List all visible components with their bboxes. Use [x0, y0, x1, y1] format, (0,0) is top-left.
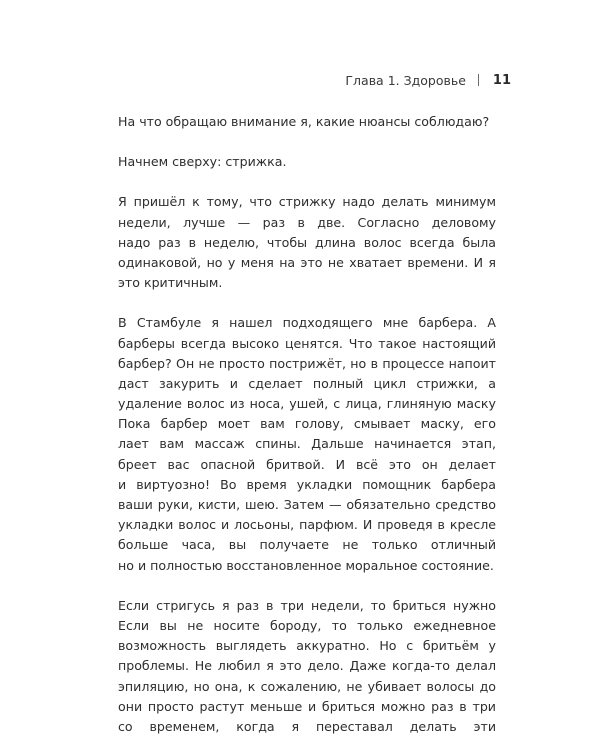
- paragraph: [118, 112, 496, 132]
- text-line: больше часа, вы получаете не только отличный: [118, 537, 496, 553]
- text-line: возможность выглядеть аккуратно. Но с бритьём у: [118, 638, 496, 654]
- text-line: надо раз в неделю, чтобы длина волос всегда была: [118, 234, 496, 250]
- running-header: [345, 71, 511, 89]
- text-line: укладки волос и лосьоны, парфюм. И проведя в кресле: [118, 517, 496, 533]
- text-line: они просто растут меньше и бриться можно раз в три: [118, 698, 496, 714]
- text-line: Если вы не носите бороду, то только ежедневное: [118, 617, 496, 633]
- text-line: Начнем сверху: стрижка.: [118, 154, 287, 170]
- text-line: недели, лучше — раз в две. Согласно деловому: [118, 214, 496, 230]
- text-line: удаление волос из носа, ушей, с лица, глиняную маску: [118, 396, 496, 412]
- header-divider: [478, 74, 479, 86]
- text-line: На что обращаю внимание я, какие нюансы соблюдаю?: [118, 114, 490, 129]
- paragraph: [118, 596, 496, 737]
- text-line: даст закурить и сделает полный цикл стрижки, а: [118, 375, 496, 391]
- text-line: Я пришёл к тому, что стрижку надо делать минимум: [118, 194, 496, 210]
- body-text: [118, 112, 496, 737]
- text-line: лает вам массаж спины. Дальше начинается этап,: [118, 436, 496, 452]
- text-line: В Стамбуле я нашел подходящего мне барбера. А: [118, 315, 496, 331]
- text-line: Пока барбер моет вам голову, смывает маску, его: [118, 416, 496, 432]
- text-line: со временем, когда я переставал делать эти: [118, 718, 496, 734]
- paragraph: [118, 152, 496, 172]
- paragraph: [118, 192, 496, 293]
- chapter-title: Глава 1. Здоровье: [345, 72, 466, 88]
- text-line: барбер? Он не просто пострижёт, но в процессе напоит: [118, 355, 496, 371]
- text-line: Если стригусь я раз в три недели, то бриться нужно: [118, 597, 496, 613]
- page-number: 11: [492, 72, 511, 88]
- text-line: барберы всегда высоко ценятся. Что такое настоящий: [118, 335, 496, 351]
- text-line: и виртуозно! Во время укладки помощник барбера: [118, 476, 496, 492]
- paragraph: [118, 313, 496, 575]
- text-line: проблемы. Не любил я это дело. Даже когда-то делал: [118, 658, 496, 674]
- text-line: бреет вас опасной бритвой. И всё это он делает: [118, 456, 496, 472]
- text-line: это критичным.: [118, 275, 223, 291]
- text-line: ваши руки, кисти, шею. Затем — обязательно средство: [118, 497, 496, 512]
- text-line: но и полностью восстановленное моральное состояние.: [118, 557, 494, 573]
- text-line: одинаковой, но у меня на это не хватает времени. И я: [118, 254, 496, 270]
- text-line: эпиляцию, но она, к сожалению, не убивает волосы до: [118, 678, 496, 694]
